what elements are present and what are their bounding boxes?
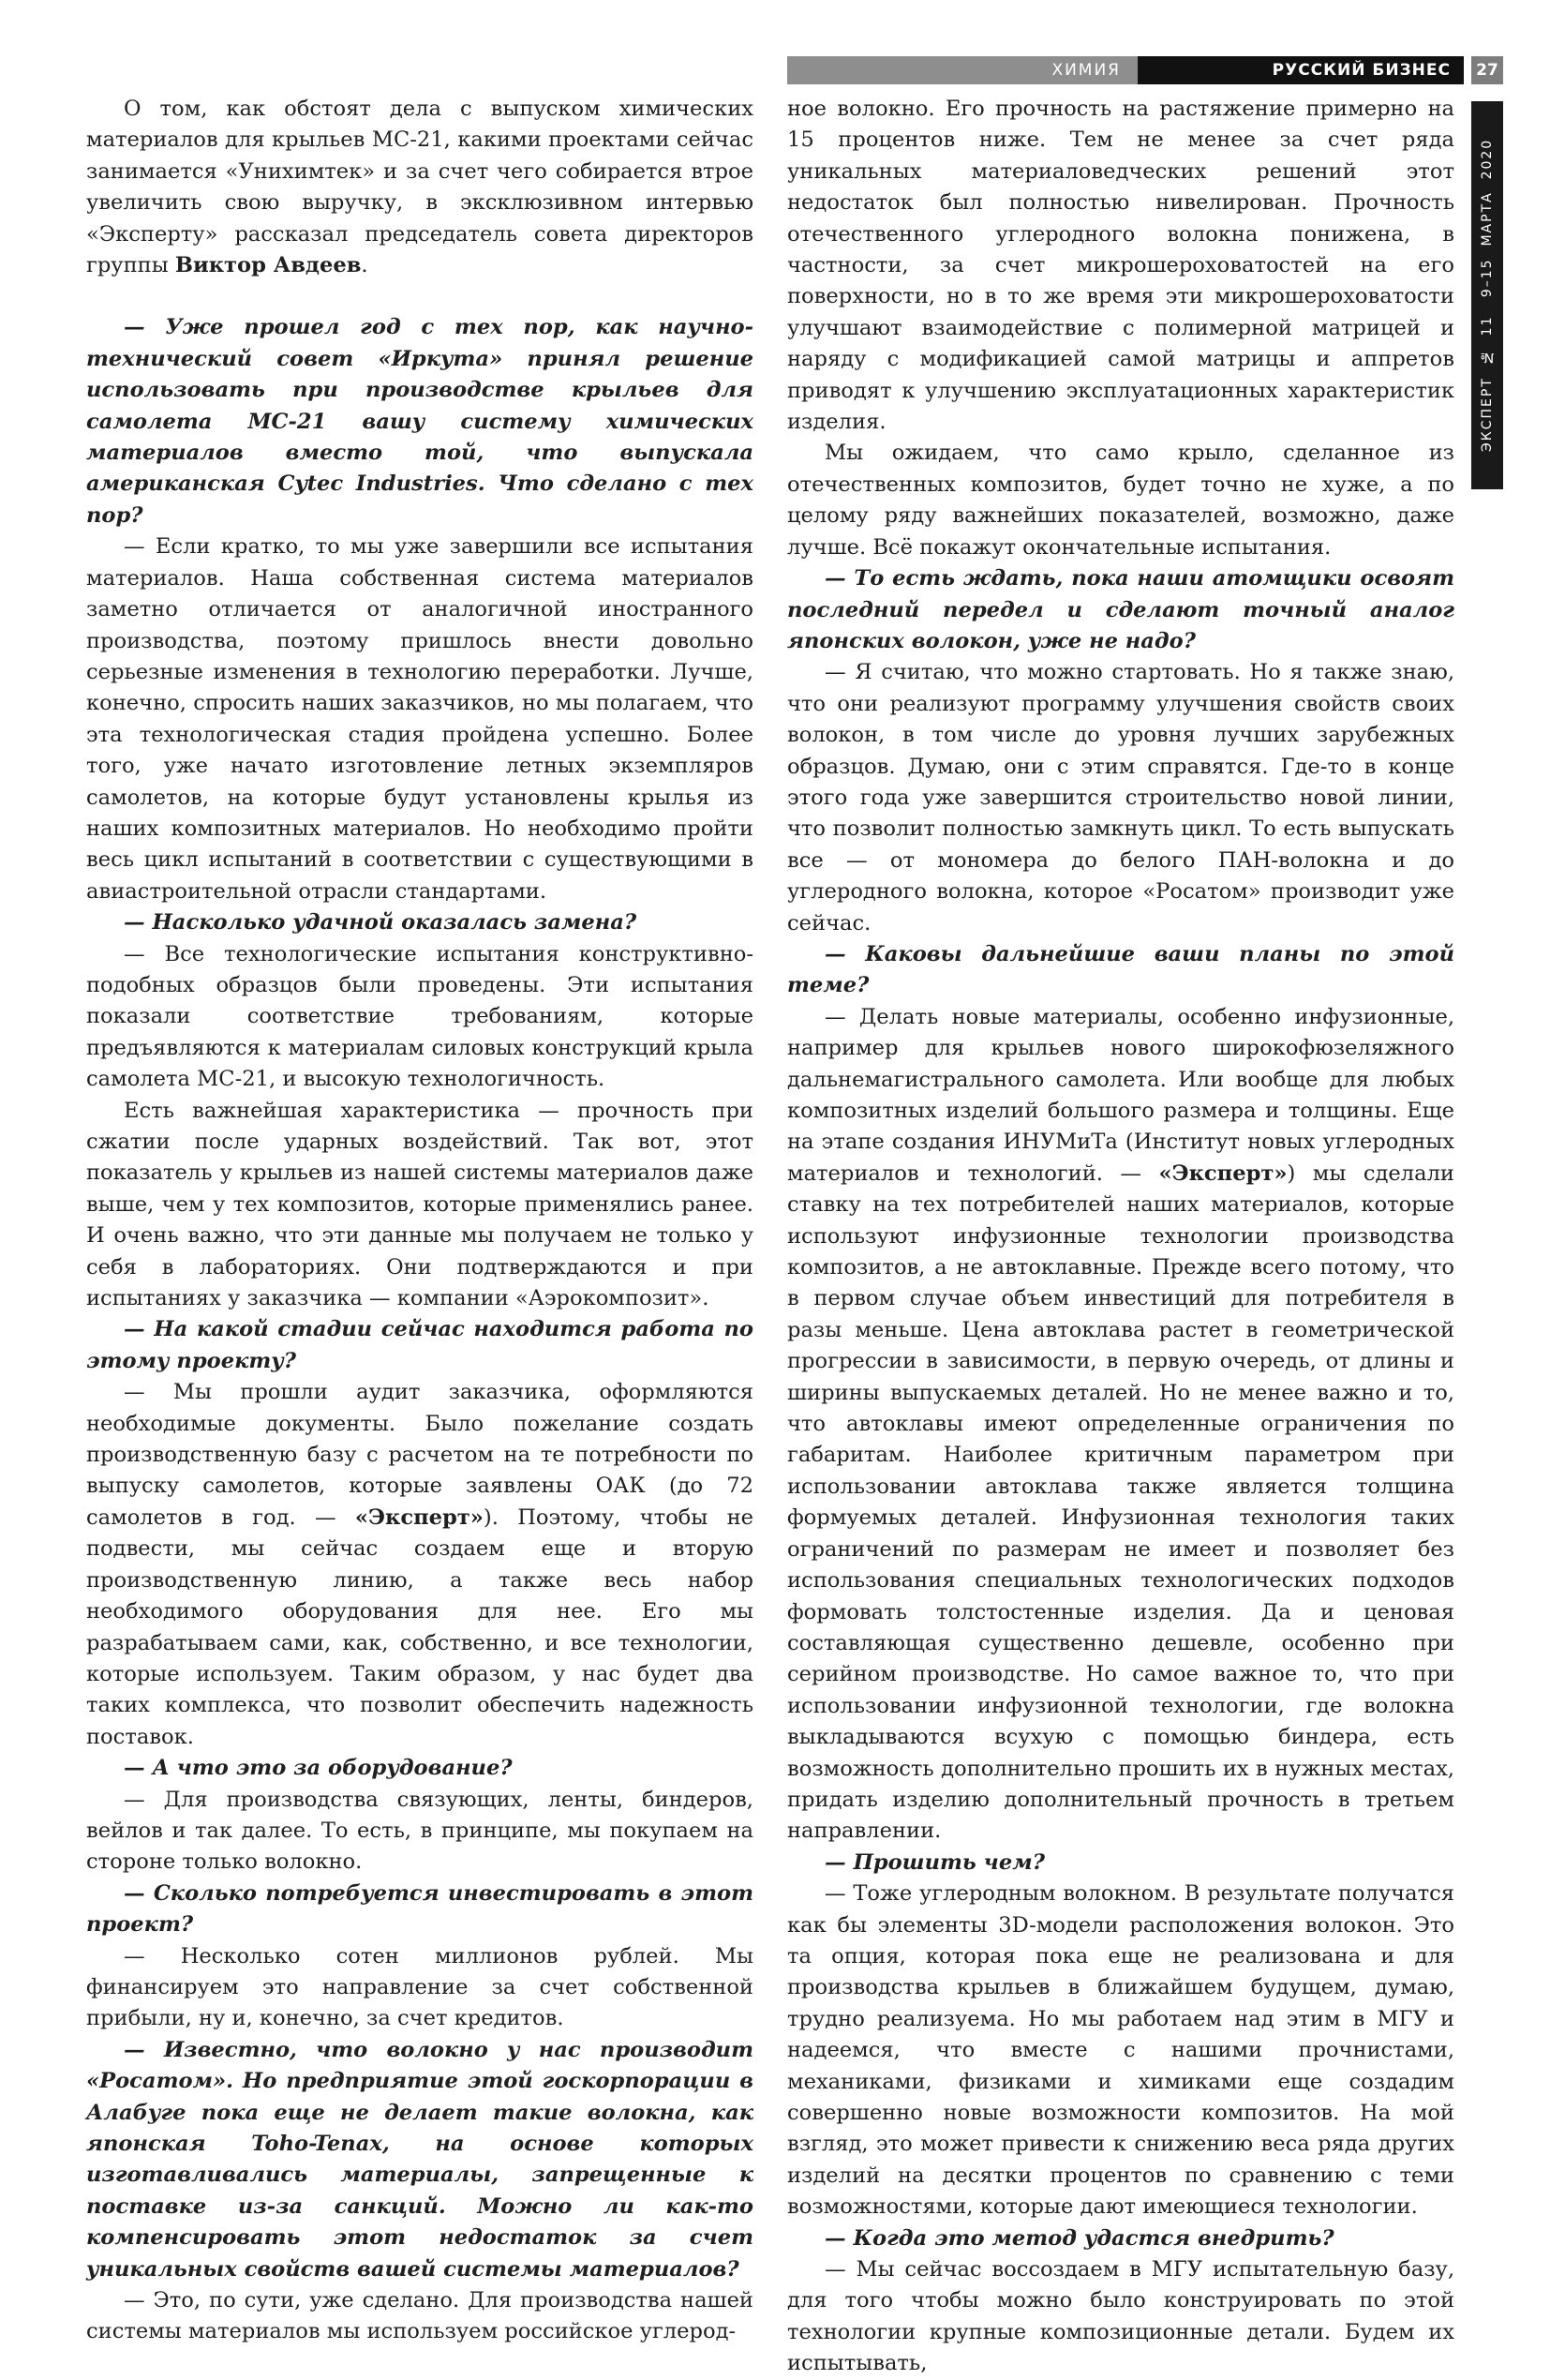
text-run: ). Поэтому, чтобы не подвести, мы сейчас создаем еще и вторую производственную линию, а также весь набор необходимого оборудования для нее. Его мы разрабатываем сами, как, собственно, и все технологии, которые используем. Таким образом, у нас будет два таких комплекса, что позволит обеспечить надежность поставок. [86,1504,753,1749]
interview-answer: — Это, по сути, уже сделано. Для производства нашей системы материалов мы используем российское углерод- [86,2288,753,2344]
interview-question: — Когда это метод удастся внедрить? [825,2225,1334,2251]
bold-name: Виктор Авдеев [174,253,362,278]
interview-answer: — Я считаю, что можно стартовать. Но я также знаю, что они реализуют программу улучшения свойств своих волокон, в том числе до уровня лучших зарубежных образцов. Думаю, они с этим справятся. Где-то в конце этого года уже завершится строительство новой линии, что позволит полностью замкнуть цикл. То есть выпускать все — от мономера до белого ПАН-волокна и до углеродного волокна, которое «Росатом» производит уже сейчас. [787,660,1454,936]
interview-question: — Известно, что волокно у нас производит «Росатом». Но предприятие этой госкорпорации в Алабуге пока еще не делает такие волокна, как японская Toho-Tenax, на основе которых изготавливались материалы, запрещенные к поставке из-за санкций. Можно ли как-то компенсировать этот недостаток за счет уникальных свойств вашей системы материалов? [86,2037,753,2282]
text-run: — Делать новые материалы, особенно инфузионные, например для крыльев нового широкофюзеляжного дальнемагистрального самолета. Или вообще для любых композитных изделий большого размера и толщины. Еще на этапе создания ИНУМиТа (Институт новых углеродных материалов и технологий. — [787,1004,1454,1186]
interview-question: — А что это за оборудование? [124,1756,513,1781]
interview-answer: ное волокно. Его прочность на растяжение примерно на 15 процентов ниже. Тем не менее за счет ряда уникальных материаловедческих решений этот недостаток был полностью нивелирован. Прочность отечественного углеродного волокна понижена, в частности, за счет микрошероховатостей на его поверхности, но в то же время эти микрошероховатости улучшают взаимодействие с полимерной матрицей и наряду с модификацией самой матрицы и аппретов приводят к улучшению эксплуатационных характеристик изделия. [787,97,1454,435]
rubric-label-text: РУССКИЙ БИЗНЕС [1272,61,1451,80]
interview-question: — Прошить чем? [825,1849,1045,1875]
interview-answer: — Мы сейчас воссоздаем в МГУ испытательную базу, для того чтобы можно было конструировать по этой технологии крупные композиционные детали. Будем их испытывать, [787,2257,1454,2376]
interview-question: — На какой стадии сейчас находится работа по этому проекту? [86,1317,753,1373]
text-run: . [361,253,368,278]
interview-question: — Сколько потребуется инвестировать в этот проект? [86,1880,753,1938]
interview-question: — Каковы дальнейшие ваши планы по этой теме? [787,941,1454,998]
interview-answer: Есть важнейшая характеристика — прочность при сжатии после ударных воздействий. Так вот, этот показатель у крыльев из нашей системы материалов даже выше, чем у тех композитов, которые применялись ранее. И очень важно, что эти данные мы получаем не только у себя в лабораториях. Они подтверждаются и при испытаниях у заказчика — компании «Аэрокомпозит». [86,1098,753,1311]
interview-question: — Уже прошел год с тех пор, как научно-технический совет «Иркута» принял решение использовать при производстве крыльев для самолета МС-21 вашу систему химических материалов вместо той, что выпускала американская Cytec Industries. Что сделано с тех пор? [86,315,753,528]
text-run: О том, как обстоят дела с выпуском химических материалов для крыльев МС-21, какими проектами сейчас занимается «Унихимтек» и за счет чего собирается втрое увеличить свою выручку, в эксклюзивном интервью «Эксперту» рассказал председатель совета директоров группы [86,97,753,278]
interview-answer: — Несколько сотен миллионов рублей. Мы финансируем это направление за счет собственной прибыли, ну и, конечно, за счет кредитов. [86,1943,753,2031]
interview-answer: Мы ожидаем, что само крыло, сделанное из отечественных композитов, будет точно не хуже, а по целому ряду важнейших показателей, возможно, даже лучше. Всё покажут окончательные испытания. [787,441,1454,560]
interview-question: — То есть ждать, пока наши атомщики освоят последний передел и сделают точный аналог японских волокон, уже не надо? [787,566,1454,653]
article-column-left [86,94,753,2344]
text-run: ) мы сделали ставку на тех потребителей наших материалов, которые используют инфузионные технологии производства композитов, а не автоклавные. Прежде всего потому, что в первом случае объем инвестиций для потребителя в разы меньше. Цена автоклава растет в геометрической прогрессии в зависимости, в первую очередь, от длины и ширины выпускаемых деталей. Но не менее важно и то, что автоклавы имеют определенные ограничения по габаритам. Наиболее критичным параметром при использовании автоклава также является толщина формуемых деталей. Инфузионная технология таких ограничений по размерам не имеет и позволяет без использования специальных технологических подходов формовать толстостенные изделия. Да и ценовая составляющая существенно дешевле, особенно при серийном производстве. Но самое важное то, что при использовании инфузионной технологии, где волокна выкладываются всухую с помощью биндера, есть возможность дополнительно прошить их в нужных местах, придать изделию дополнительный прочность в третьем направлении. [787,1160,1454,1844]
interview-answer [86,1377,753,1753]
article-column-right [787,94,1454,2376]
article-lead [86,94,753,281]
bold-name: «Эксперт» [1158,1160,1288,1186]
issue-side-tab [1471,101,1503,489]
rubric-label [1138,56,1464,84]
page-number [1471,56,1503,84]
issue-side-tab-text: ЭКСПЕРТ № 11 9–15 МАРТА 2020 [1480,138,1495,453]
interview-answer: — Для производства связующих, ленты, биндеров, вейлов и так далее. То есть, в принципе, мы покупаем на стороне только волокно. [86,1787,753,1875]
text-run: — Мы прошли аудит заказчика, оформляются необходимые документы. Было пожелание создать производственную базу с расчетом на те потребности по выпуску самолетов, которые заявлены ОАК (до 72 самолетов в год. — [86,1380,753,1530]
interview-answer: — Все технологические испытания конструктивно-подобных образцов были проведены. Эти испытания показали соответствие требованиям, которые предъявляются к материалам силовых конструкций крыла самолета МС-21, и высокую технологичность. [86,941,753,1092]
bold-name: «Эксперт» [354,1504,484,1530]
interview-answer: — Если кратко, то мы уже завершили все испытания материалов. Наша собственная система материалов заметно отличается от аналогичной иностранного производства, поэтому пришлось внести довольно серьезные изменения в технологию переработки. Лучше, конечно, спросить наших заказчиков, но мы полагаем, что эта технологическая стадия пройдена успешно. Более того, уже начато изготовление летных экземпляров самолетов, на которые будут установлены крылья из наших композитных материалов. Но необходимо пройти весь цикл испытаний в соответствии с существующими в авиастроительной отрасли стандартами. [86,534,753,904]
section-label-text: ХИМИЯ [1051,61,1121,80]
page-number-text: 27 [1476,61,1498,80]
section-label [787,56,1138,84]
interview-answer: — Тоже углеродным волокном. В результате получатся как бы элементы 3D-модели расположения волокон. Это та опция, которая пока еще не реализована и для производства крыльев в ближайшем будущем, думаю, трудно реализуема. Но мы работаем над этим в МГУ и надеемся, что вместе с нашими прочнистами, механиками, физиками и химиками еще создадим совершенно новые возможности композитов. На мой взгляд, это может привести к снижению веса ряда других изделий на десятки процентов по сравнению с теми возможностями, которые дают имеющиеся технологии. [787,1881,1454,2220]
interview-answer [787,1002,1454,1848]
interview-question: — Насколько удачной оказалась замена? [124,910,637,936]
